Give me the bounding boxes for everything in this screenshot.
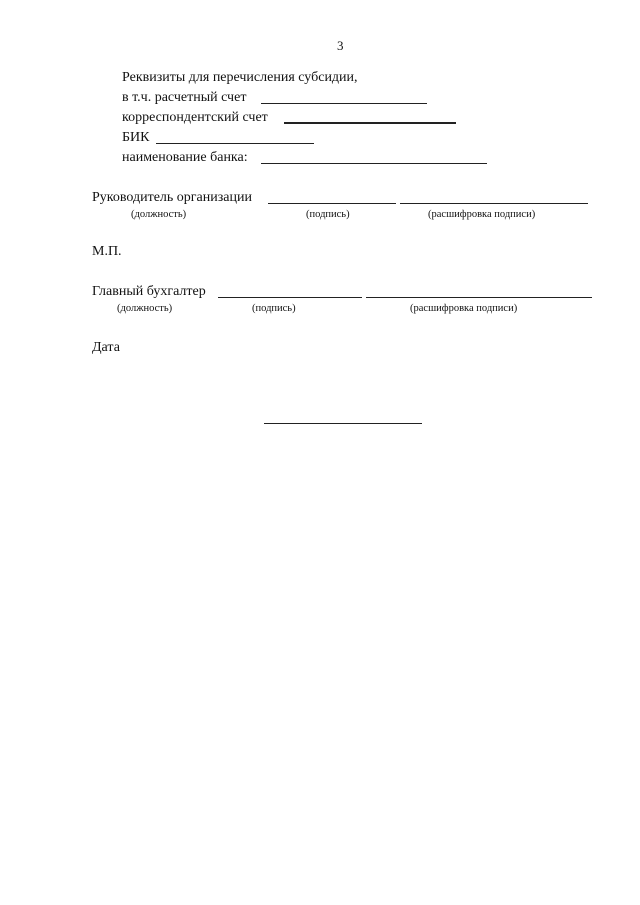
head-signature-field[interactable] — [400, 203, 588, 204]
settlement-account-label: в т.ч. расчетный счет — [122, 90, 247, 105]
bik-field[interactable] — [156, 143, 314, 144]
accountant-signature-field[interactable] — [366, 297, 592, 298]
correspondent-account-field[interactable] — [284, 122, 456, 124]
settlement-account-field[interactable] — [261, 103, 427, 104]
head-of-org-label: Руководитель организации — [92, 190, 252, 205]
closing-separator — [264, 423, 422, 424]
head-caption-transcript: (расшифровка подписи) — [428, 209, 536, 220]
page-number: 3 — [337, 38, 344, 53]
seal-label: М.П. — [92, 244, 122, 259]
chief-accountant-label: Главный бухгалтер — [92, 284, 206, 299]
accountant-caption-signature: (подпись) — [252, 303, 296, 314]
requisites-heading: Реквизиты для перечисления субсидии, — [122, 70, 358, 85]
head-caption-signature: (подпись) — [306, 209, 350, 220]
accountant-caption-position: (должность) — [117, 303, 173, 314]
bank-name-label: наименование банка: — [122, 150, 248, 165]
date-label: Дата — [92, 340, 120, 355]
bik-label: БИК — [122, 130, 150, 145]
correspondent-account-label: корреспондентский счет — [122, 110, 268, 125]
accountant-caption-transcript: (расшифровка подписи) — [410, 303, 518, 314]
accountant-position-field[interactable] — [218, 297, 362, 298]
bank-name-field[interactable] — [261, 163, 487, 164]
head-caption-position: (должность) — [131, 209, 187, 220]
head-position-field[interactable] — [268, 203, 396, 204]
